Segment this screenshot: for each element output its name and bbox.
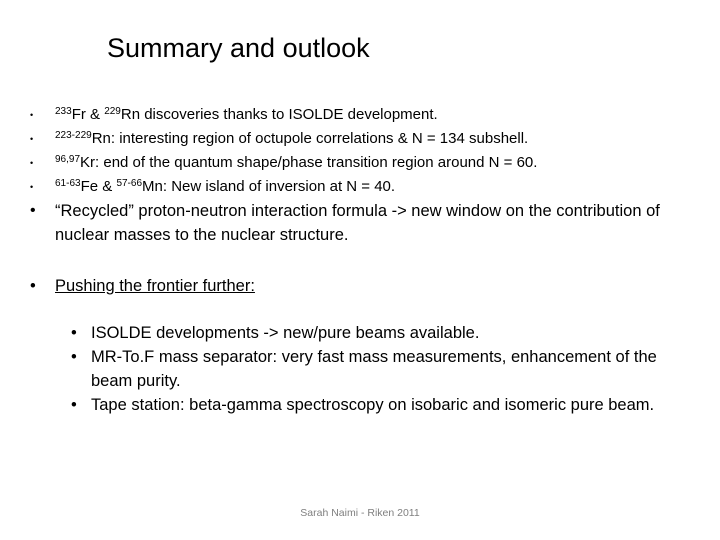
item-text: Fr & bbox=[71, 106, 105, 123]
slide-footer: Sarah Naimi - Riken 2011 bbox=[300, 507, 420, 519]
mass-number: 233 bbox=[55, 106, 72, 117]
mass-number: 229 bbox=[104, 106, 121, 117]
list-item bbox=[30, 175, 710, 199]
bullet-icon: • bbox=[30, 134, 34, 144]
pushing-frontier-text: Pushing the frontier further: bbox=[55, 277, 255, 295]
item-text: Rn: interesting region of octupole correlations & N = 134 subshell. bbox=[91, 130, 529, 147]
item-text: MR-To.F mass separator: very fast mass measurements, enhancement of the beam purity. bbox=[91, 348, 657, 390]
list-item bbox=[30, 199, 710, 247]
list-item bbox=[30, 127, 710, 151]
item-text: Rn discoveries thanks to ISOLDE development. bbox=[120, 106, 438, 123]
mass-number: 61-63 bbox=[55, 178, 81, 189]
list-item bbox=[71, 393, 691, 417]
item-text: Fe & bbox=[80, 178, 117, 195]
item-text: Mn: New island of inversion at N = 40. bbox=[142, 178, 396, 195]
item-text: Kr: end of the quantum shape/phase transition region around N = 60. bbox=[80, 154, 538, 171]
item-text: ISOLDE developments -> new/pure beams available. bbox=[91, 324, 480, 342]
bullet-icon: • bbox=[30, 202, 36, 219]
item-text: “Recycled” proton-neutron interaction formula -> new window on the contribution of nuclear masses to the nuclear structure. bbox=[55, 202, 660, 244]
slide-title: Summary and outlook bbox=[107, 33, 370, 63]
mass-number: 57-66 bbox=[116, 178, 143, 189]
summary-list bbox=[30, 103, 710, 247]
item-text: Tape station: beta-gamma spectroscopy on isobaric and isomeric pure beam. bbox=[91, 396, 655, 414]
outlook-list bbox=[71, 321, 691, 417]
mass-number: 96,97 bbox=[55, 154, 81, 165]
list-item bbox=[30, 151, 710, 175]
mass-number: 223-229 bbox=[55, 130, 92, 141]
bullet-icon: • bbox=[71, 396, 77, 414]
bullet-icon: • bbox=[30, 182, 34, 192]
pushing-frontier-heading bbox=[30, 274, 255, 298]
list-item bbox=[71, 345, 691, 393]
bullet-icon: • bbox=[71, 324, 77, 342]
bullet-icon: • bbox=[30, 277, 36, 295]
bullet-icon: • bbox=[30, 110, 34, 120]
list-item bbox=[30, 103, 710, 127]
bullet-icon: • bbox=[71, 348, 77, 366]
list-item bbox=[71, 321, 691, 345]
bullet-icon: • bbox=[30, 158, 34, 168]
